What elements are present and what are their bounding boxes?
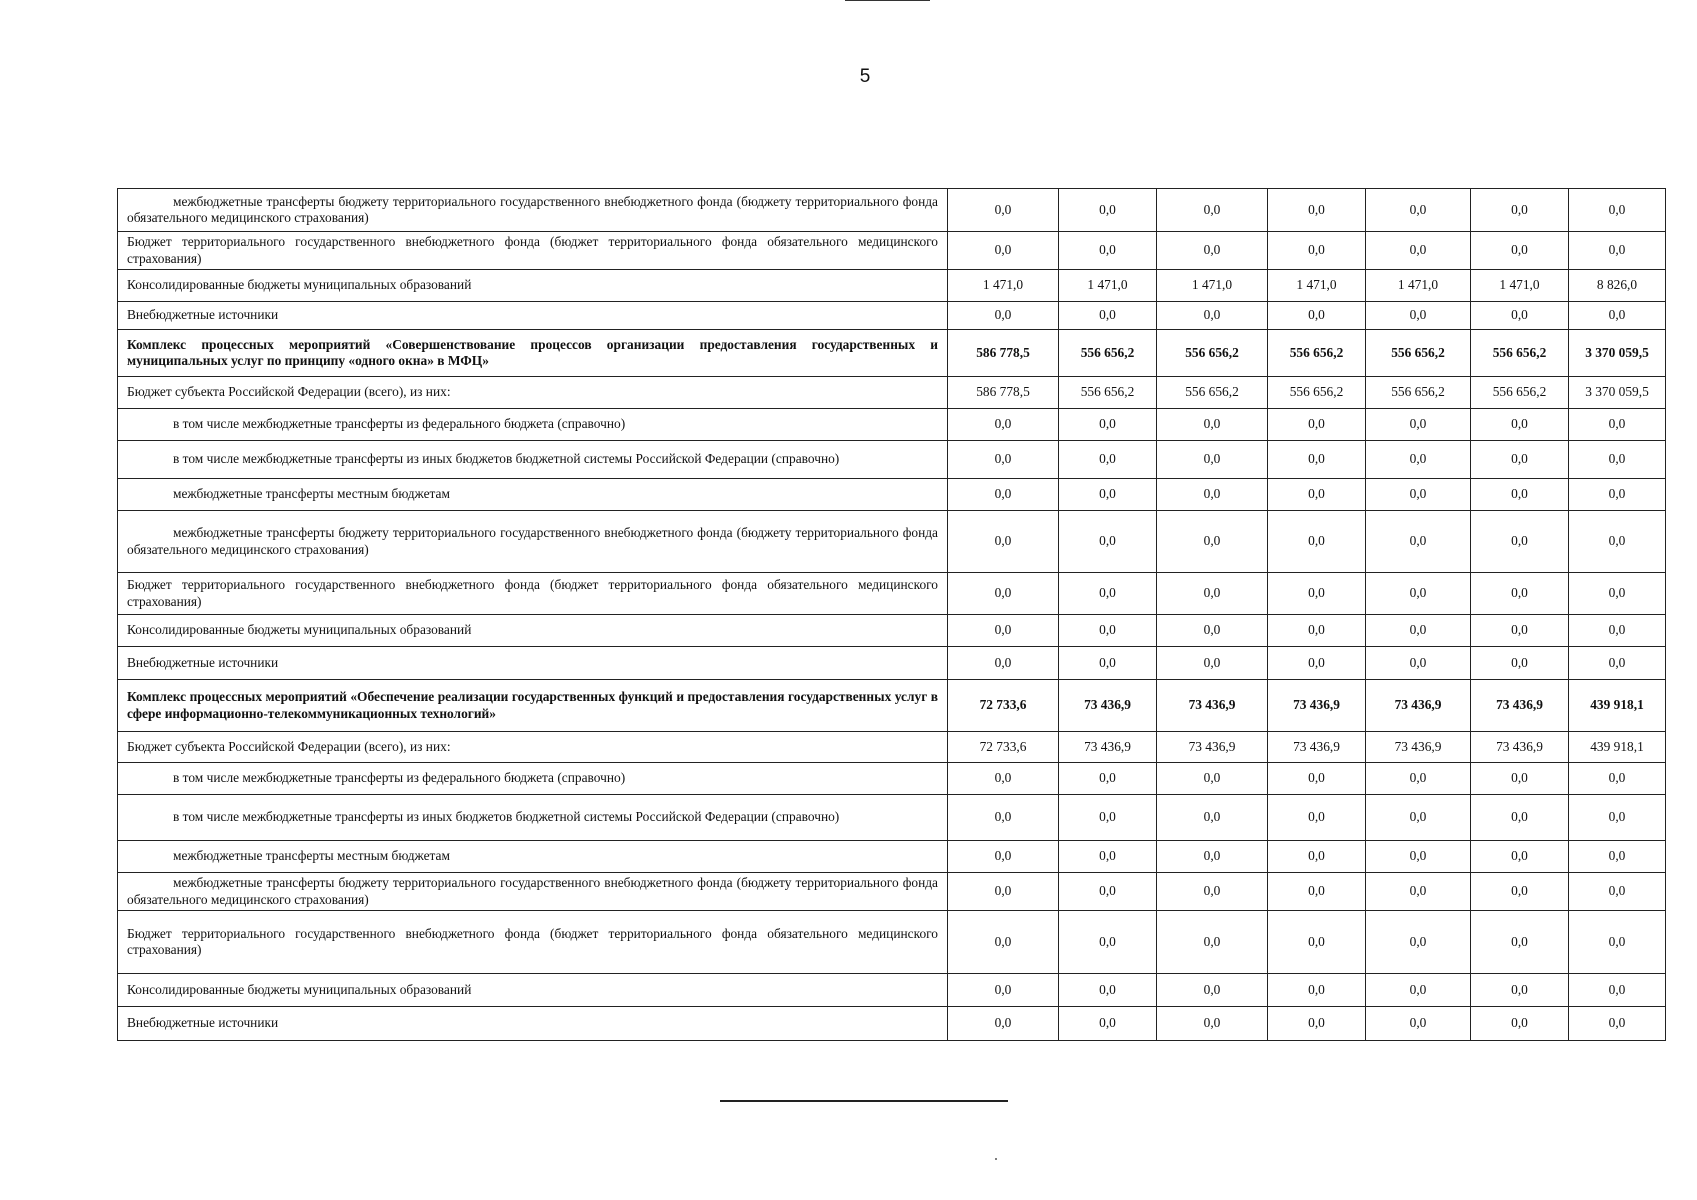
value-cell: 73 436,9 xyxy=(1059,680,1157,732)
value-cell: 0,0 xyxy=(1059,647,1157,680)
value-cell: 1 471,0 xyxy=(1268,270,1366,302)
value-cell: 73 436,9 xyxy=(1157,732,1268,763)
table-row xyxy=(118,573,1666,615)
value-cell: 0,0 xyxy=(1157,615,1268,647)
value-cell: 0,0 xyxy=(1366,573,1471,615)
value-cell: 0,0 xyxy=(1059,873,1157,911)
value-cell: 0,0 xyxy=(948,232,1059,270)
row-total-cell: 0,0 xyxy=(1569,841,1666,873)
table-row xyxy=(118,511,1666,573)
value-cell: 0,0 xyxy=(948,974,1059,1007)
value-cell: 0,0 xyxy=(1268,479,1366,511)
value-cell: 0,0 xyxy=(1366,441,1471,479)
value-cell: 0,0 xyxy=(948,302,1059,330)
value-cell: 0,0 xyxy=(1366,873,1471,911)
value-cell: 0,0 xyxy=(1366,615,1471,647)
value-cell: 73 436,9 xyxy=(1366,680,1471,732)
value-cell: 73 436,9 xyxy=(1366,732,1471,763)
value-cell: 73 436,9 xyxy=(1157,680,1268,732)
value-cell: 0,0 xyxy=(1059,974,1157,1007)
value-cell: 0,0 xyxy=(1157,647,1268,680)
table-row xyxy=(118,377,1666,409)
table-row xyxy=(118,479,1666,511)
table-row xyxy=(118,795,1666,841)
value-cell: 0,0 xyxy=(1471,615,1569,647)
value-cell: 0,0 xyxy=(1366,409,1471,441)
row-label: Внебюджетные источники xyxy=(118,647,948,680)
table-row xyxy=(118,302,1666,330)
row-label: Консолидированные бюджеты муниципальных образований xyxy=(118,270,948,302)
row-label: межбюджетные трансферты бюджету территориального государственного внебюджетного фонда (бюджету территориального фонда обязательного медицинского страхования) xyxy=(118,873,948,911)
table-row xyxy=(118,763,1666,795)
row-total-cell: 0,0 xyxy=(1569,974,1666,1007)
budget-table xyxy=(117,188,1666,1041)
top-edge-mark xyxy=(845,0,930,1)
value-cell: 0,0 xyxy=(1268,511,1366,573)
value-cell: 0,0 xyxy=(1268,873,1366,911)
row-label: в том числе межбюджетные трансферты из иных бюджетов бюджетной системы Российской Федерации (справочно) xyxy=(118,795,948,841)
value-cell: 0,0 xyxy=(1157,479,1268,511)
value-cell: 0,0 xyxy=(1059,795,1157,841)
row-label: межбюджетные трансферты местным бюджетам xyxy=(118,841,948,873)
value-cell: 0,0 xyxy=(1059,511,1157,573)
value-cell: 0,0 xyxy=(1366,763,1471,795)
value-cell: 0,0 xyxy=(948,911,1059,974)
row-label: Бюджет территориального государственного внебюджетного фонда (бюджет территориального фонда обязательного медицинского страхования) xyxy=(118,232,948,270)
row-total-cell: 0,0 xyxy=(1569,302,1666,330)
row-label: в том числе межбюджетные трансферты из федерального бюджета (справочно) xyxy=(118,409,948,441)
value-cell: 0,0 xyxy=(1157,189,1268,232)
value-cell: 0,0 xyxy=(1157,1007,1268,1041)
value-cell: 0,0 xyxy=(948,841,1059,873)
value-cell: 0,0 xyxy=(1366,911,1471,974)
table-row xyxy=(118,330,1666,377)
page-number: 5 xyxy=(859,66,871,87)
value-cell: 72 733,6 xyxy=(948,732,1059,763)
row-label: Внебюджетные источники xyxy=(118,302,948,330)
row-total-cell: 0,0 xyxy=(1569,1007,1666,1041)
value-cell: 0,0 xyxy=(1059,615,1157,647)
value-cell: 0,0 xyxy=(948,763,1059,795)
value-cell: 0,0 xyxy=(1059,573,1157,615)
value-cell: 556 656,2 xyxy=(1268,330,1366,377)
value-cell: 0,0 xyxy=(1268,841,1366,873)
row-total-cell: 8 826,0 xyxy=(1569,270,1666,302)
value-cell: 0,0 xyxy=(1366,511,1471,573)
table-row xyxy=(118,911,1666,974)
table-row xyxy=(118,873,1666,911)
row-total-cell: 0,0 xyxy=(1569,615,1666,647)
row-total-cell: 3 370 059,5 xyxy=(1569,377,1666,409)
value-cell: 0,0 xyxy=(1157,409,1268,441)
value-cell: 0,0 xyxy=(1471,795,1569,841)
value-cell: 0,0 xyxy=(1268,302,1366,330)
row-label: Бюджет субъекта Российской Федерации (всего), из них: xyxy=(118,732,948,763)
value-cell: 0,0 xyxy=(948,795,1059,841)
value-cell: 73 436,9 xyxy=(1268,732,1366,763)
table-row xyxy=(118,680,1666,732)
value-cell: 0,0 xyxy=(1059,841,1157,873)
value-cell: 1 471,0 xyxy=(1157,270,1268,302)
value-cell: 0,0 xyxy=(1471,302,1569,330)
value-cell: 586 778,5 xyxy=(948,330,1059,377)
table-row xyxy=(118,615,1666,647)
row-total-cell: 0,0 xyxy=(1569,479,1666,511)
row-label: Внебюджетные источники xyxy=(118,1007,948,1041)
value-cell: 0,0 xyxy=(1059,189,1157,232)
value-cell: 73 436,9 xyxy=(1471,680,1569,732)
row-total-cell: 0,0 xyxy=(1569,763,1666,795)
value-cell: 0,0 xyxy=(948,573,1059,615)
value-cell: 0,0 xyxy=(1471,189,1569,232)
value-cell: 0,0 xyxy=(1268,409,1366,441)
row-total-cell: 439 918,1 xyxy=(1569,732,1666,763)
value-cell: 556 656,2 xyxy=(1268,377,1366,409)
value-cell: 0,0 xyxy=(1268,573,1366,615)
value-cell: 0,0 xyxy=(1366,232,1471,270)
row-label: Консолидированные бюджеты муниципальных образований xyxy=(118,615,948,647)
row-label: Бюджет территориального государственного внебюджетного фонда (бюджет территориального фонда обязательного медицинского страхования) xyxy=(118,573,948,615)
row-total-cell: 0,0 xyxy=(1569,441,1666,479)
value-cell: 73 436,9 xyxy=(1059,732,1157,763)
table-row xyxy=(118,732,1666,763)
value-cell: 0,0 xyxy=(1157,974,1268,1007)
value-cell: 0,0 xyxy=(948,615,1059,647)
value-cell: 0,0 xyxy=(1366,302,1471,330)
value-cell: 0,0 xyxy=(1471,479,1569,511)
value-cell: 72 733,6 xyxy=(948,680,1059,732)
row-total-cell: 0,0 xyxy=(1569,795,1666,841)
row-label: в том числе межбюджетные трансферты из иных бюджетов бюджетной системы Российской Федерации (справочно) xyxy=(118,441,948,479)
value-cell: 0,0 xyxy=(1366,189,1471,232)
table-row xyxy=(118,270,1666,302)
row-total-cell: 0,0 xyxy=(1569,647,1666,680)
value-cell: 73 436,9 xyxy=(1471,732,1569,763)
value-cell: 0,0 xyxy=(1059,232,1157,270)
value-cell: 556 656,2 xyxy=(1471,377,1569,409)
row-total-cell: 3 370 059,5 xyxy=(1569,330,1666,377)
row-label: Консолидированные бюджеты муниципальных образований xyxy=(118,974,948,1007)
row-label: Бюджет субъекта Российской Федерации (всего), из них: xyxy=(118,377,948,409)
row-label: межбюджетные трансферты бюджету территориального государственного внебюджетного фонда (бюджету территориального фонда обязательного медицинского страхования) xyxy=(118,511,948,573)
value-cell: 0,0 xyxy=(1059,911,1157,974)
table-row xyxy=(118,647,1666,680)
value-cell: 0,0 xyxy=(1471,974,1569,1007)
value-cell: 73 436,9 xyxy=(1268,680,1366,732)
value-cell: 0,0 xyxy=(1059,441,1157,479)
row-total-cell: 439 918,1 xyxy=(1569,680,1666,732)
value-cell: 1 471,0 xyxy=(1366,270,1471,302)
value-cell: 0,0 xyxy=(948,873,1059,911)
row-total-cell: 0,0 xyxy=(1569,911,1666,974)
value-cell: 0,0 xyxy=(1268,974,1366,1007)
table-row xyxy=(118,441,1666,479)
value-cell: 0,0 xyxy=(1268,647,1366,680)
value-cell: 0,0 xyxy=(948,511,1059,573)
value-cell: 0,0 xyxy=(1157,232,1268,270)
value-cell: 0,0 xyxy=(1268,441,1366,479)
value-cell: 0,0 xyxy=(1471,647,1569,680)
value-cell: 556 656,2 xyxy=(1366,330,1471,377)
value-cell: 556 656,2 xyxy=(1059,330,1157,377)
value-cell: 0,0 xyxy=(1268,763,1366,795)
value-cell: 0,0 xyxy=(1471,1007,1569,1041)
value-cell: 0,0 xyxy=(1366,974,1471,1007)
value-cell: 0,0 xyxy=(1157,511,1268,573)
row-label: Комплекс процессных мероприятий «Обеспечение реализации государственных функций и предоставления государственных услуг в сфере информационно-телекоммуникационных технологий» xyxy=(118,680,948,732)
value-cell: 0,0 xyxy=(1471,409,1569,441)
value-cell: 556 656,2 xyxy=(1471,330,1569,377)
row-total-cell: 0,0 xyxy=(1569,511,1666,573)
value-cell: 556 656,2 xyxy=(1366,377,1471,409)
value-cell: 0,0 xyxy=(1268,911,1366,974)
footer-separator-line xyxy=(720,1100,1008,1102)
value-cell: 0,0 xyxy=(1268,795,1366,841)
value-cell: 0,0 xyxy=(1157,302,1268,330)
row-total-cell: 0,0 xyxy=(1569,232,1666,270)
value-cell: 0,0 xyxy=(1366,647,1471,680)
value-cell: 0,0 xyxy=(1268,232,1366,270)
row-total-cell: 0,0 xyxy=(1569,409,1666,441)
value-cell: 0,0 xyxy=(1471,511,1569,573)
value-cell: 586 778,5 xyxy=(948,377,1059,409)
value-cell: 0,0 xyxy=(1471,873,1569,911)
row-label: Комплекс процессных мероприятий «Совершенствование процессов организации предоставления государственных и муниципальных услуг по принципу «одного окна» в МФЦ» xyxy=(118,330,948,377)
value-cell: 556 656,2 xyxy=(1157,377,1268,409)
value-cell: 1 471,0 xyxy=(1471,270,1569,302)
row-label: межбюджетные трансферты местным бюджетам xyxy=(118,479,948,511)
table-row xyxy=(118,1007,1666,1041)
scan-speck xyxy=(995,1158,997,1160)
row-total-cell: 0,0 xyxy=(1569,573,1666,615)
value-cell: 1 471,0 xyxy=(948,270,1059,302)
value-cell: 1 471,0 xyxy=(1059,270,1157,302)
value-cell: 0,0 xyxy=(1471,841,1569,873)
value-cell: 0,0 xyxy=(948,441,1059,479)
value-cell: 0,0 xyxy=(1157,441,1268,479)
value-cell: 0,0 xyxy=(1059,479,1157,511)
row-label: межбюджетные трансферты бюджету территориального государственного внебюджетного фонда (бюджету территориального фонда обязательного медицинского страхования) xyxy=(118,189,948,232)
value-cell: 0,0 xyxy=(1157,763,1268,795)
row-total-cell: 0,0 xyxy=(1569,873,1666,911)
value-cell: 0,0 xyxy=(1059,763,1157,795)
value-cell: 0,0 xyxy=(1471,573,1569,615)
value-cell: 0,0 xyxy=(1366,1007,1471,1041)
value-cell: 0,0 xyxy=(1471,911,1569,974)
table-row xyxy=(118,974,1666,1007)
value-cell: 0,0 xyxy=(1366,795,1471,841)
row-total-cell: 0,0 xyxy=(1569,189,1666,232)
value-cell: 0,0 xyxy=(1471,232,1569,270)
value-cell: 0,0 xyxy=(1157,911,1268,974)
budget-table-body xyxy=(118,189,1666,1041)
value-cell: 0,0 xyxy=(948,479,1059,511)
table-row xyxy=(118,189,1666,232)
value-cell: 556 656,2 xyxy=(1059,377,1157,409)
value-cell: 0,0 xyxy=(1157,573,1268,615)
value-cell: 0,0 xyxy=(1366,841,1471,873)
row-label: Бюджет территориального государственного внебюджетного фонда (бюджет территориального фонда обязательного медицинского страхования) xyxy=(118,911,948,974)
value-cell: 0,0 xyxy=(1471,763,1569,795)
value-cell: 0,0 xyxy=(948,409,1059,441)
value-cell: 0,0 xyxy=(1059,409,1157,441)
row-label: в том числе межбюджетные трансферты из федерального бюджета (справочно) xyxy=(118,763,948,795)
value-cell: 0,0 xyxy=(1157,841,1268,873)
value-cell: 0,0 xyxy=(1268,615,1366,647)
value-cell: 0,0 xyxy=(1268,189,1366,232)
value-cell: 0,0 xyxy=(948,647,1059,680)
value-cell: 0,0 xyxy=(1471,441,1569,479)
table-row xyxy=(118,409,1666,441)
value-cell: 0,0 xyxy=(1059,1007,1157,1041)
value-cell: 0,0 xyxy=(1059,302,1157,330)
value-cell: 0,0 xyxy=(1157,795,1268,841)
value-cell: 0,0 xyxy=(1157,873,1268,911)
value-cell: 0,0 xyxy=(948,189,1059,232)
value-cell: 0,0 xyxy=(948,1007,1059,1041)
value-cell: 0,0 xyxy=(1366,479,1471,511)
table-row xyxy=(118,232,1666,270)
value-cell: 0,0 xyxy=(1268,1007,1366,1041)
value-cell: 556 656,2 xyxy=(1157,330,1268,377)
table-row xyxy=(118,841,1666,873)
